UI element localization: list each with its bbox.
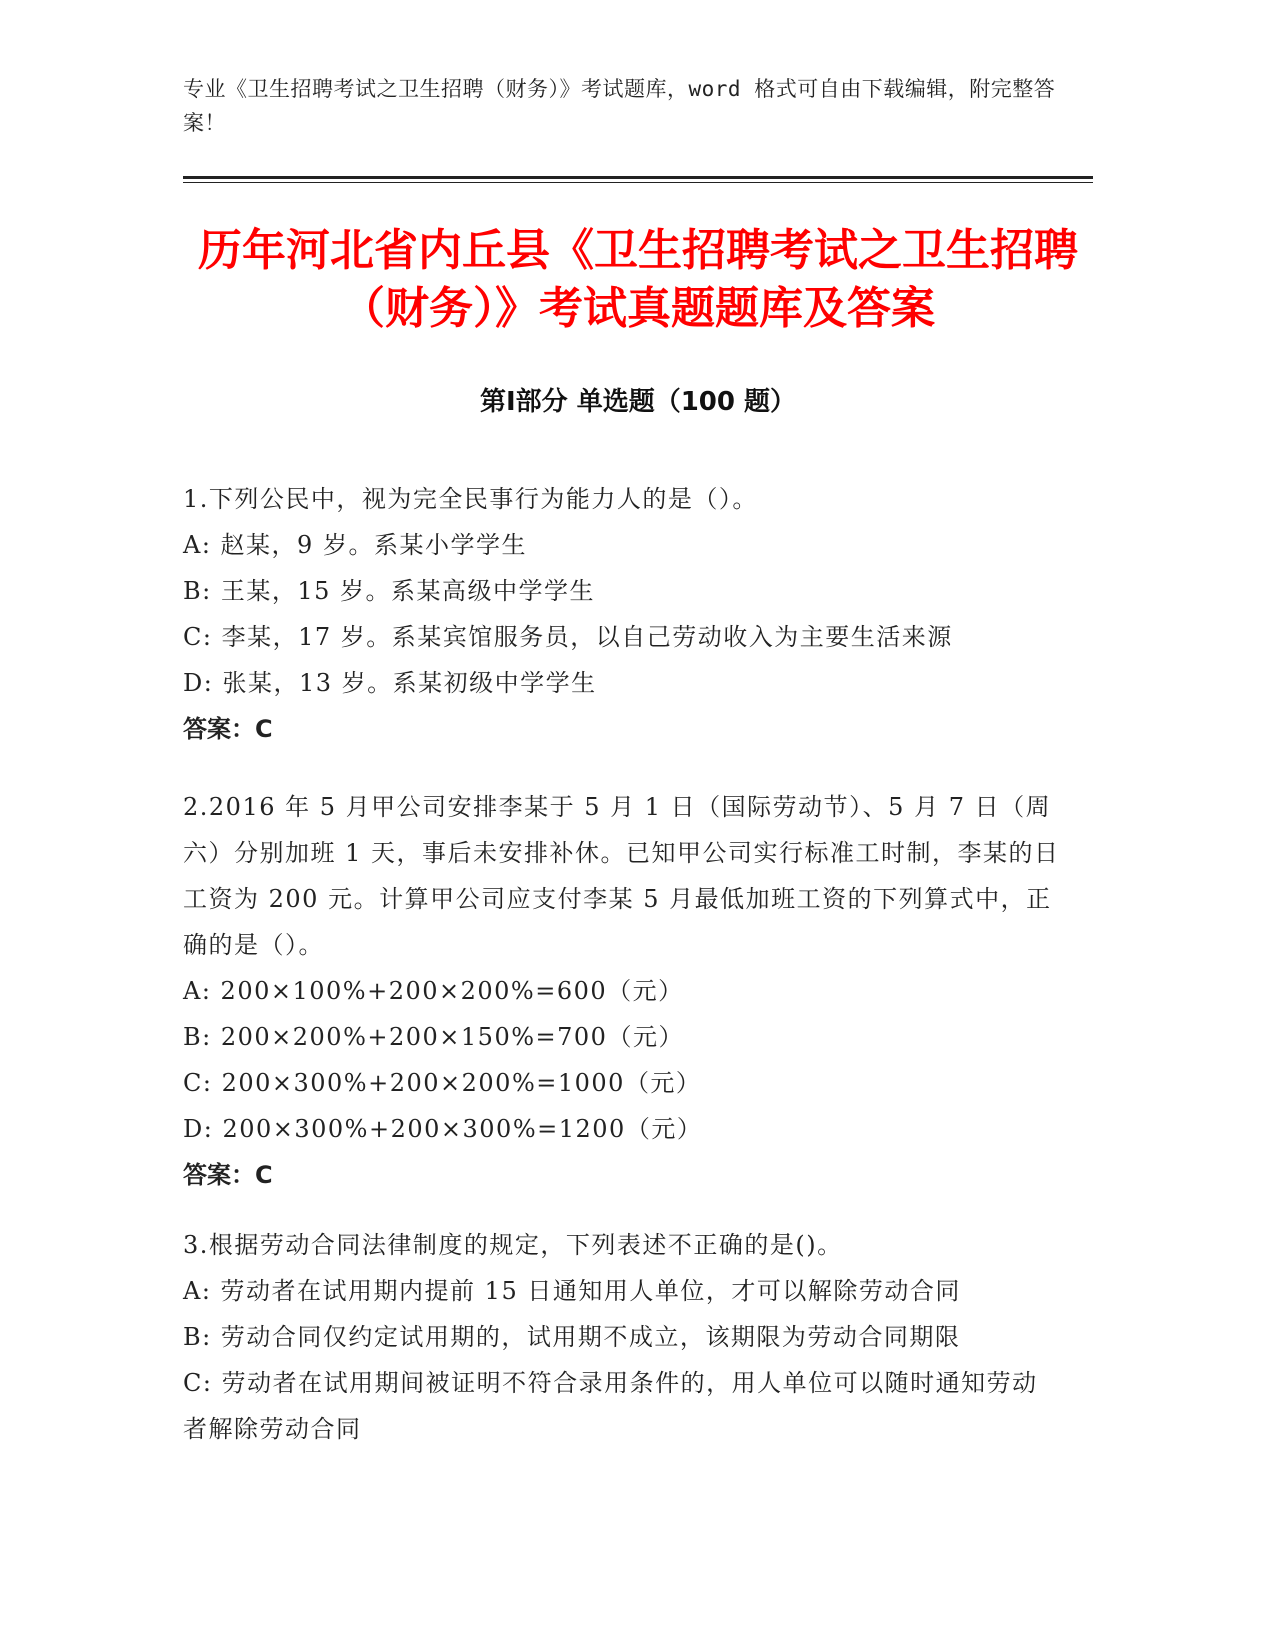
option-b: B: 王某，15 岁。系某高级中学学生 — [183, 577, 596, 605]
question-1 — [183, 476, 1063, 752]
header-divider-thin — [183, 182, 1093, 183]
header-divider-thick — [183, 176, 1093, 179]
question-stem: 3.根据劳动合同法律制度的规定，下列表述不正确的是()。 — [183, 1231, 843, 1259]
document-title: 历年河北省内丘县《卫生招聘考试之卫生招聘（财务）》考试真题题库及答案 — [198, 225, 1078, 334]
option-a: A: 200×100%+200×200%=600（元） — [183, 977, 684, 1005]
question-2 — [183, 784, 1063, 1198]
option-d: D: 张某，13 岁。系某初级中学学生 — [183, 669, 597, 697]
answer: 答案：C — [183, 715, 273, 743]
answer: 答案：C — [183, 1161, 273, 1189]
section-title: 第Ⅰ部分 单选题（100 题） — [479, 387, 797, 417]
option-c: C: 200×300%+200×200%=1000（元） — [183, 1069, 702, 1097]
option-b: B: 200×200%+200×150%=700（元） — [183, 1023, 684, 1051]
option-d: D: 200×300%+200×300%=1200（元） — [183, 1115, 703, 1143]
question-stem: 2.2016 年 5 月甲公司安排李某于 5 月 1 日（国际劳动节）、5 月 7 日（周六）分别加班 1 天，事后未安排补休。已知甲公司实行标准工时制，李某的日工资为 200 元。计算甲公司应支付李某 5 月最低加班工资的下列算式中，正确的是（）。 — [183, 793, 1060, 959]
option-a: A: 劳动者在试用期内提前 15 日通知用人单位，才可以解除劳动合同 — [183, 1277, 961, 1305]
option-c: C: 李某，17 岁。系某宾馆服务员，以自己劳动收入为主要生活来源 — [183, 623, 953, 651]
option-c: C: 劳动者在试用期间被证明不符合录用条件的，用人单位可以随时通知劳动者解除劳动合同 — [183, 1369, 1038, 1443]
question-3 — [183, 1222, 1063, 1452]
header-note: 专业《卫生招聘考试之卫生招聘（财务）》考试题库，word 格式可自由下载编辑，附完整答案！ — [183, 77, 1056, 135]
option-b: B: 劳动合同仅约定试用期的，试用期不成立，该期限为劳动合同期限 — [183, 1323, 961, 1351]
question-stem: 1.下列公民中，视为完全民事行为能力人的是（）。 — [183, 485, 758, 513]
option-a: A: 赵某，9 岁。系某小学学生 — [183, 531, 527, 559]
